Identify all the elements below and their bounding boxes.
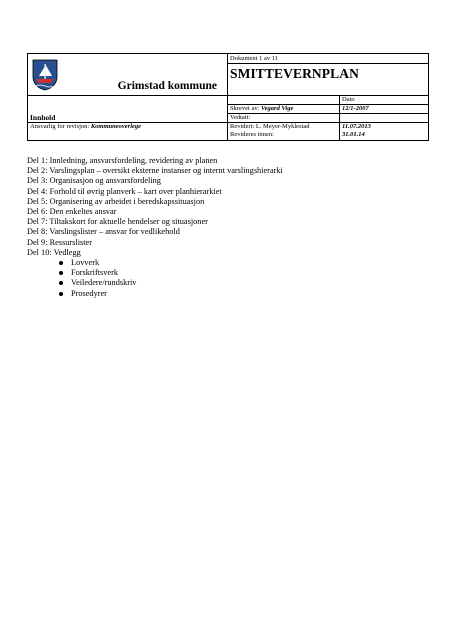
- title-cell: [228, 54, 429, 96]
- toc-line: Del 2: Varslingsplan – oversikt eksterne instanser og internt varslingshierarki: [27, 166, 283, 176]
- document-title: SMITTEVERNPLAN: [230, 66, 359, 81]
- revised-by: L. Meyer-Myklestad: [255, 123, 310, 130]
- revise-by-date: 31.01.14: [342, 131, 365, 138]
- written-by-cell: [228, 105, 340, 114]
- section-label: Innhold: [28, 96, 228, 123]
- grimstad-coat-of-arms-icon: [32, 59, 58, 91]
- written-by-value: Vegard Vige: [261, 105, 294, 112]
- date-value: 12/1-2007: [340, 105, 429, 114]
- attachment-item: Lovverk: [71, 258, 283, 268]
- responsible-cell: [28, 123, 228, 141]
- revised-date: 11.07.2013: [342, 123, 371, 130]
- municipality-name: Grimstad kommune: [117, 80, 217, 92]
- attachment-item: Veiledere/rundskriv: [71, 278, 283, 288]
- attachment-item: Prosedyrer: [71, 289, 283, 299]
- toc-line: Del 6: Den enkeltes ansvar: [27, 207, 117, 217]
- revise-by-label: Revideres innen:: [230, 131, 274, 138]
- empty-cell: [228, 96, 340, 105]
- toc-line: Del 9: Ressurslister: [27, 237, 92, 247]
- responsible-label: Ansvarlig for revisjon:: [30, 123, 90, 130]
- approved-value: [340, 114, 429, 123]
- responsible-value: Kommuneoverlege: [90, 123, 142, 130]
- document-number: Dokument 1 av 11: [228, 54, 428, 64]
- toc-line: Del 3: Organisasjon og ansvarsfordeling: [27, 176, 161, 186]
- date-label: Dato: [340, 96, 429, 105]
- written-by-label: Skrevet av:: [230, 105, 260, 112]
- table-of-contents: [27, 156, 283, 299]
- revised-label: Revidert:: [230, 123, 255, 130]
- toc-line: Del 1: Innledning, ansvarsfordeling, revidering av planen: [27, 156, 218, 165]
- revision-cell: [228, 123, 340, 141]
- toc-line: Del 7: Tiltakskort for aktuelle hendelser og situasjoner: [27, 217, 208, 227]
- document-header: [27, 53, 429, 141]
- revision-dates-cell: [340, 123, 429, 141]
- toc-line: Del 8: Varslingslister – ansvar for vedlikehold: [27, 227, 180, 237]
- approved-label: Vedtatt:: [228, 114, 340, 123]
- toc-line: Del 5: Organisering av arbeidet i beredskapssituasjon: [27, 196, 205, 206]
- logo-cell: [28, 54, 228, 96]
- attachment-item: Forskriftsverk: [71, 268, 283, 278]
- toc-line: Del 10: Vedlegg: [27, 247, 81, 257]
- toc-line: Del 4: Forhold til øvrig planverk – kart over planhierarkiet: [27, 186, 222, 196]
- attachment-list: [27, 258, 283, 299]
